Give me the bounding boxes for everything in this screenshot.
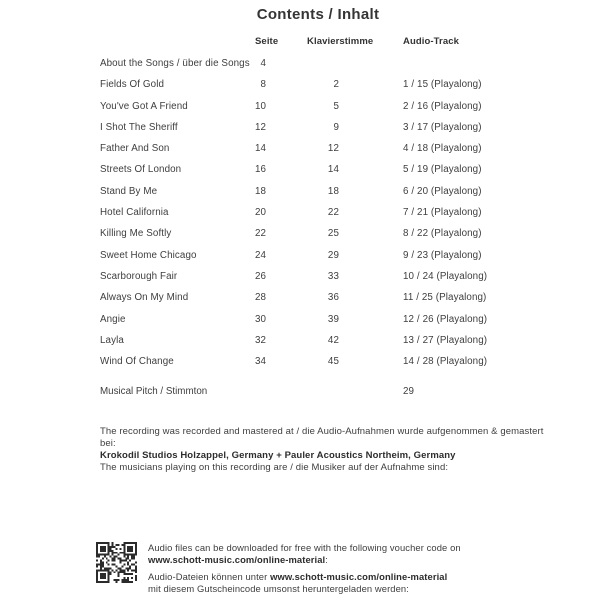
audio-track-value — [403, 56, 580, 58]
toc-row — [100, 56, 580, 77]
piano-part-page-number: 25 — [327, 228, 339, 240]
toc-row — [100, 269, 580, 290]
song-title: You've Got A Friend — [100, 100, 188, 112]
musicians-note — [100, 462, 560, 474]
audio-track-value: 6 / 20 (Playalong) — [403, 185, 482, 197]
musicians-intro: The musicians playing on this recording are / die Musiker auf der Aufnahme sind: — [100, 462, 449, 473]
pitch-row-title: Musical Pitch / Stimmton — [100, 386, 208, 397]
song-title: Killing Me Softly — [100, 228, 172, 240]
audio-track-value: 14 / 28 (Playalong) — [403, 356, 488, 368]
song-title: About the Songs / über die Songs — [100, 58, 250, 69]
toc-row — [100, 205, 580, 226]
recording-note — [100, 426, 560, 463]
toc-row — [100, 290, 580, 311]
song-title: Always On My Mind — [100, 292, 189, 304]
download-en-line1: Audio files can be downloaded for free with the following voucher code on — [148, 542, 461, 553]
page-number: 28 — [255, 292, 267, 304]
audio-track-value: 5 / 19 (Playalong) — [403, 164, 482, 176]
toc-row — [100, 184, 580, 205]
download-note-en — [148, 542, 461, 566]
song-title: Father And Son — [100, 143, 170, 155]
toc-header-audio-track: Audio-Track — [403, 36, 459, 47]
toc-row — [100, 312, 580, 333]
recording-studios: Krokodil Studios Holzappel, Germany + Pauler Acoustics Northeim, Germany — [100, 450, 456, 462]
download-note — [96, 542, 560, 595]
song-title: Wind Of Change — [100, 356, 174, 368]
audio-track-value: 12 / 26 (Playalong) — [403, 313, 488, 325]
page-number: 4 — [260, 58, 266, 69]
qr-code-icon — [96, 542, 137, 583]
toc-header-row — [100, 36, 580, 47]
page-number: 26 — [255, 270, 267, 282]
song-title: Fields Of Gold — [100, 79, 165, 91]
audio-track-value: 4 / 18 (Playalong) — [403, 143, 482, 155]
page-number: 24 — [255, 249, 267, 261]
piano-part-page-number: 12 — [327, 143, 339, 155]
audio-track-value: 9 / 23 (Playalong) — [403, 249, 482, 261]
song-title: Sweet Home Chicago — [100, 249, 197, 261]
toc-row — [100, 333, 580, 354]
piano-part-page-number: 42 — [327, 334, 339, 346]
piano-part-page-number: 36 — [327, 292, 339, 304]
page-number: 22 — [255, 228, 267, 240]
toc-row — [100, 248, 580, 269]
page-number: 8 — [260, 79, 266, 91]
piano-part-page-number: 33 — [327, 270, 339, 282]
link-colon: : — [325, 553, 328, 565]
audio-track-value: 13 / 27 (Playalong) — [403, 334, 488, 346]
song-title: Hotel California — [100, 207, 169, 219]
piano-part-page-number: 18 — [327, 185, 339, 197]
audio-track-value: 2 / 16 (Playalong) — [403, 100, 482, 112]
page-number: 10 — [255, 100, 267, 112]
piano-part-page-number: 39 — [327, 313, 339, 325]
piano-part-page-number: 14 — [327, 164, 339, 176]
toc-row — [100, 77, 580, 98]
audio-track-value: 8 / 22 (Playalong) — [403, 228, 482, 240]
audio-track-value: 10 / 24 (Playalong) — [403, 270, 488, 282]
piano-part-page-number: 5 — [333, 100, 339, 112]
piano-part-page-number: 9 — [333, 121, 339, 133]
toc-row — [100, 141, 580, 162]
download-note-de — [148, 571, 461, 595]
page-number: 20 — [255, 207, 267, 219]
toc-table — [100, 56, 580, 375]
audio-track-value: 11 / 25 (Playalong) — [403, 292, 487, 304]
song-title: Layla — [100, 334, 124, 346]
toc-row — [100, 120, 580, 141]
toc-row — [100, 99, 580, 120]
audio-track-value: 3 / 17 (Playalong) — [403, 121, 482, 133]
page-number: 34 — [255, 356, 267, 368]
song-title: Stand By Me — [100, 185, 158, 197]
download-de-prefix: Audio-Dateien können unter — [148, 570, 271, 582]
page-number: 32 — [255, 334, 267, 346]
toc-header-seite: Seite — [255, 36, 279, 47]
pitch-row — [100, 384, 580, 397]
toc-row — [100, 162, 580, 183]
pitch-row-track-number: 29 — [403, 386, 414, 397]
page-title: Contents / Inhalt — [256, 6, 380, 23]
website-link-de: www.schott-music.com/online-material — [270, 570, 448, 582]
toc-row — [100, 226, 580, 247]
audio-track-value: 7 / 21 (Playalong) — [403, 207, 482, 219]
piano-part-page-number: 2 — [333, 79, 339, 91]
song-title: I Shot The Sheriff — [100, 121, 178, 133]
website-link: www.schott-music.com/online-material — [148, 553, 326, 565]
page-number: 16 — [255, 164, 267, 176]
song-title: Streets Of London — [100, 164, 182, 176]
page-number: 30 — [255, 313, 267, 325]
piano-part-page-number: 45 — [327, 356, 339, 368]
download-de-line2: mit diesem Gutscheincode umsonst heruntergeladen werden: — [148, 582, 409, 594]
recording-note-intro: The recording was recorded and mastered at / die Audio-Aufnahmen wurde aufgenommen & gemastert bei: — [100, 426, 544, 450]
audio-track-value: 1 / 15 (Playalong) — [403, 79, 482, 91]
page-number: 14 — [255, 143, 267, 155]
piano-part-page-number: 22 — [327, 207, 339, 219]
toc-row — [100, 354, 580, 375]
page-number: 12 — [255, 121, 267, 133]
toc-header-klavierstimme: Klavierstimme — [307, 36, 374, 47]
page-number: 18 — [255, 185, 267, 197]
piano-part-page-number: 29 — [327, 249, 339, 261]
song-title: Angie — [100, 313, 126, 325]
song-title: Scarborough Fair — [100, 270, 178, 282]
